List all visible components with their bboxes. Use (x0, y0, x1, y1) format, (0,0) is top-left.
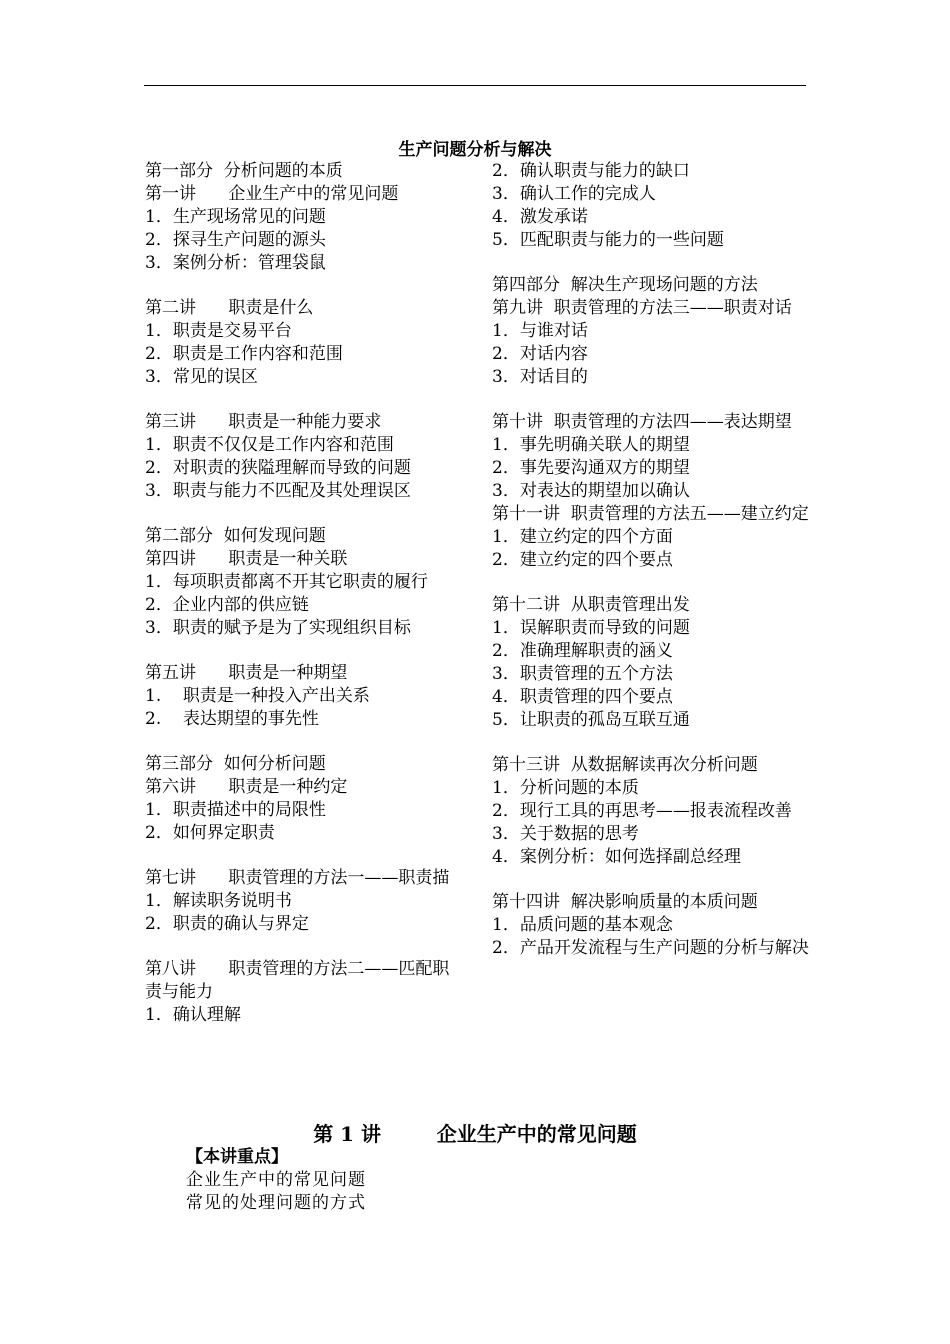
toc-item: 3．对表达的期望加以确认 (492, 481, 690, 501)
toc-item: 1．分析问题的本质 (492, 778, 639, 798)
paragraph-gap (492, 389, 810, 411)
toc-item: 2．准确理解职责的涵义 (492, 641, 673, 661)
toc-item: 3．关于数据的思考 (492, 824, 639, 844)
toc-item: 2．职责是工作内容和范围 (145, 344, 343, 364)
toc-item: 2．对话内容 (492, 344, 588, 364)
toc-item: 3．常见的误区 (145, 367, 258, 387)
toc-item: 1．建立约定的四个方面 (492, 527, 673, 547)
toc-heading: 第二讲 职责是什么 (145, 298, 314, 318)
toc-item: 2．职责的确认与界定 (145, 914, 309, 934)
toc-item: 2．如何界定职责 (145, 823, 275, 843)
toc-item: 3．对话目的 (492, 367, 588, 387)
toc-item: 1．品质问题的基本观念 (492, 915, 673, 935)
toc-heading: 第三讲 职责是一种能力要求 (145, 412, 382, 432)
paragraph-gap (145, 936, 463, 958)
toc-item: 3．案例分析：管理袋鼠 (145, 253, 326, 273)
toc-left-column (145, 160, 463, 1027)
paragraph-gap (145, 731, 463, 753)
toc-heading: 第十二讲 从职责管理出发 (492, 595, 690, 615)
toc-heading: 第三部分 如何分析问题 (145, 754, 326, 774)
toc-item: 1．职责是交易平台 (145, 321, 292, 341)
paragraph-gap (492, 732, 810, 754)
key-points-label: 【本讲重点】 (186, 1147, 288, 1167)
paragraph-gap (145, 640, 463, 662)
toc-heading: 第二部分 如何发现问题 (145, 526, 326, 546)
paragraph-gap (145, 389, 463, 411)
paragraph-gap (492, 252, 810, 274)
paragraph-gap (492, 869, 810, 891)
header-rule (144, 85, 806, 86)
toc-heading: 第四部分 解决生产现场问题的方法 (492, 275, 758, 295)
toc-heading: 第八讲 职责管理的方法二——匹配职责与能力 (145, 959, 450, 1002)
toc-item: 2．确认职责与能力的缺口 (492, 161, 690, 181)
key-point-item: 常见的处理问题的方式 (186, 1193, 366, 1213)
toc-item: 2. 表达期望的事先性 (145, 709, 319, 729)
toc-item: 4．案例分析：如何选择副总经理 (492, 847, 741, 867)
toc-heading: 第九讲 职责管理的方法三——职责对话 (492, 298, 792, 318)
toc-item: 5．匹配职责与能力的一些问题 (492, 230, 724, 250)
toc-item: 4．职责管理的四个要点 (492, 687, 673, 707)
toc-heading: 第十一讲 职责管理的方法五——建立约定 (492, 504, 809, 524)
toc-item: 2．建立约定的四个要点 (492, 550, 673, 570)
paragraph-gap (492, 572, 810, 594)
toc-heading: 第一部分 分析问题的本质 (145, 161, 343, 181)
lecture-title: 第 1 讲 企业生产中的常见问题 (313, 1122, 637, 1146)
toc-item: 1．每项职责都离不开其它职责的履行 (145, 572, 428, 592)
key-points-section (186, 1146, 686, 1215)
toc-item: 4．激发承诺 (492, 207, 588, 227)
toc-heading: 第六讲 职责是一种约定 (145, 777, 348, 797)
toc-heading: 第一讲 企业生产中的常见问题 (145, 184, 399, 204)
toc-heading: 第七讲 职责管理的方法一——职责描 (145, 868, 450, 888)
toc-item: 1．职责不仅仅是工作内容和范围 (145, 435, 394, 455)
toc-item: 3．职责与能力不匹配及其处理误区 (145, 481, 411, 501)
toc-heading: 第十四讲 解决影响质量的本质问题 (492, 892, 758, 912)
paragraph-gap (145, 503, 463, 525)
key-point-item: 企业生产中的常见问题 (186, 1170, 366, 1190)
toc-item: 1．职责描述中的局限性 (145, 800, 326, 820)
toc-heading: 第四讲 职责是一种关联 (145, 549, 348, 569)
toc-item: 3．确认工作的完成人 (492, 184, 656, 204)
toc-item: 3．职责管理的五个方法 (492, 664, 673, 684)
toc-item: 1．生产现场常见的问题 (145, 207, 326, 227)
document-title: 生产问题分析与解决 (398, 140, 552, 160)
toc-item: 1．与谁对话 (492, 321, 588, 341)
toc-item: 1. 职责是一种投入产出关系 (145, 686, 370, 706)
toc-right-column (492, 160, 810, 960)
toc-item: 1．解读职务说明书 (145, 891, 292, 911)
paragraph-gap (145, 275, 463, 297)
paragraph-gap (145, 845, 463, 867)
toc-item: 2．企业内部的供应链 (145, 595, 309, 615)
toc-item: 2．事先要沟通双方的期望 (492, 458, 690, 478)
toc-item: 3．职责的赋予是为了实现组织目标 (145, 618, 411, 638)
toc-item: 2．现行工具的再思考——报表流程改善 (492, 801, 792, 821)
toc-item: 2．对职责的狭隘理解而导致的问题 (145, 458, 411, 478)
toc-item: 1．事先明确关联人的期望 (492, 435, 690, 455)
toc-heading: 第十三讲 从数据解读再次分析问题 (492, 755, 758, 775)
toc-item: 2．产品开发流程与生产问题的分析与解决 (492, 938, 809, 958)
toc-item: 1．误解职责而导致的问题 (492, 618, 690, 638)
toc-item: 2．探寻生产问题的源头 (145, 230, 326, 250)
toc-heading: 第五讲 职责是一种期望 (145, 663, 348, 683)
toc-heading: 第十讲 职责管理的方法四——表达期望 (492, 412, 792, 432)
toc-item: 5．让职责的孤岛互联互通 (492, 710, 690, 730)
toc-item: 1．确认理解 (145, 1005, 241, 1025)
